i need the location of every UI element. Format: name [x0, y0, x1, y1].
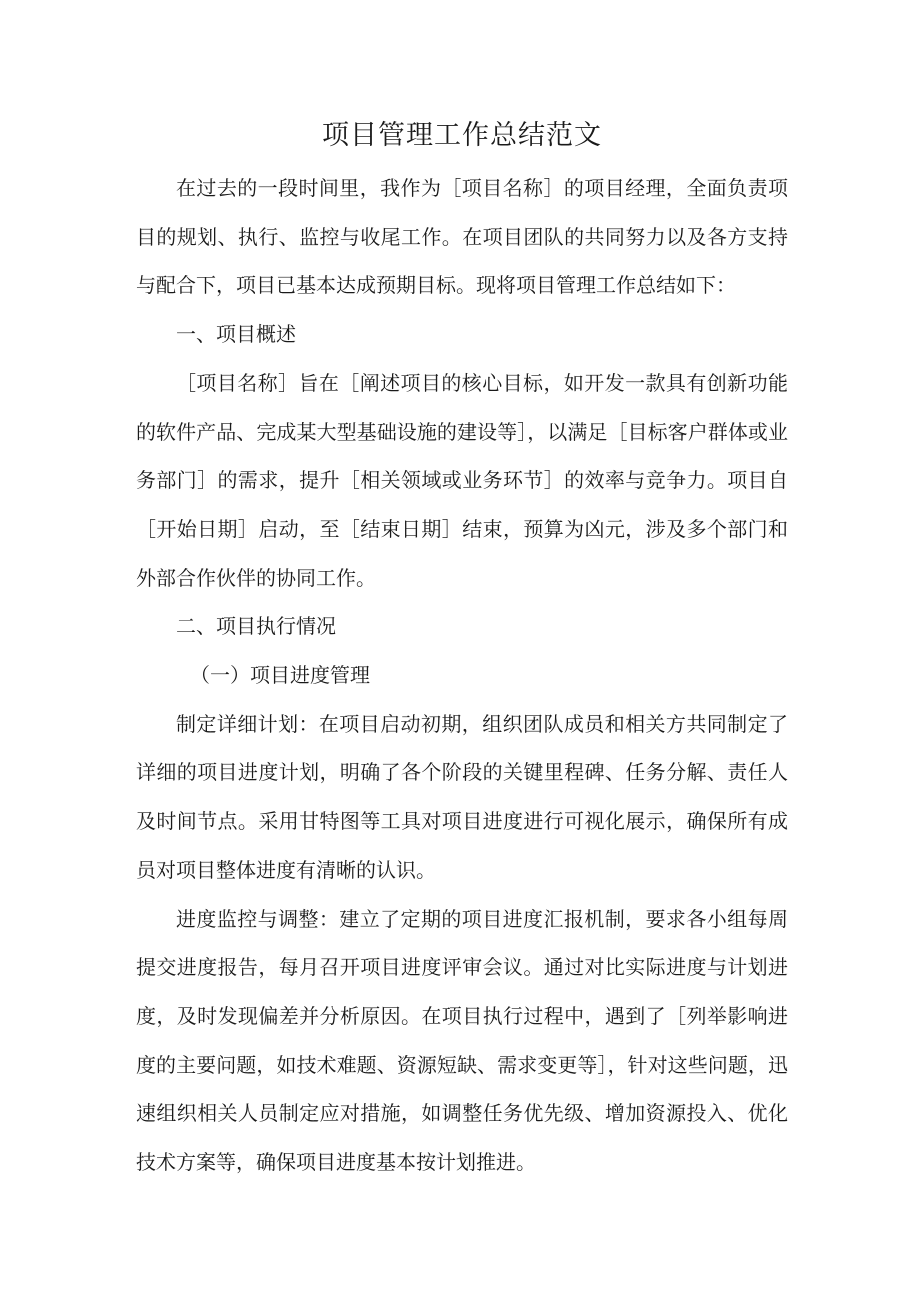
plan-paragraph: 制定详细计划：在项目启动初期，组织团队成员和相关方共同制定了详细的项目进度计划，明确了各个阶段的关键里程碑、任务分解、责任人及时间节点。采用甘特图等工具对项目进度进行可视化展示，确保所有成员对项目整体进度有清晰的认识。: [136, 711, 788, 882]
section-heading-execution: 二、项目执行情况: [176, 614, 336, 639]
document-title: 项目管理工作总结范文: [322, 120, 602, 151]
intro-paragraph: 在过去的一段时间里，我作为［项目名称］的项目经理，全面负责项目的规划、执行、监控与收尾工作。在项目团队的共同努力以及各方支持与配合下，项目已基本达成预期目标。现将项目管理工作总结如下：: [136, 176, 788, 298]
document-page: [136, 112, 788, 1187]
monitor-paragraph: 进度监控与调整：建立了定期的项目进度汇报机制，要求各小组每周提交进度报告，每月召开项目进度评审会议。通过对比实际进度与计划进度，及时发现偏差并分析原因。在项目执行过程中，遇到了［列举影响进度的主要问题，如技术难题、资源短缺、需求变更等］，针对这些问题，迅速组织相关人员制定应对措施，如调整任务优先级、增加资源投入、优化技术方案等，确保项目进度基本按计划推进。: [136, 906, 788, 1175]
section-heading-overview: 一、项目概述: [176, 322, 296, 347]
overview-paragraph: ［项目名称］旨在［阐述项目的核心目标，如开发一款具有创新功能的软件产品、完成某大型基础设施的建设等］，以满足［目标客户群体或业务部门］的需求，提升［相关领域或业务环节］的效率与竞争力。项目自［开始日期］启动，至［结束日期］结束，预算为凶元，涉及多个部门和外部合作伙伴的协同工作。: [136, 370, 788, 590]
subsection-heading-schedule: （一）项目进度管理: [190, 663, 370, 688]
